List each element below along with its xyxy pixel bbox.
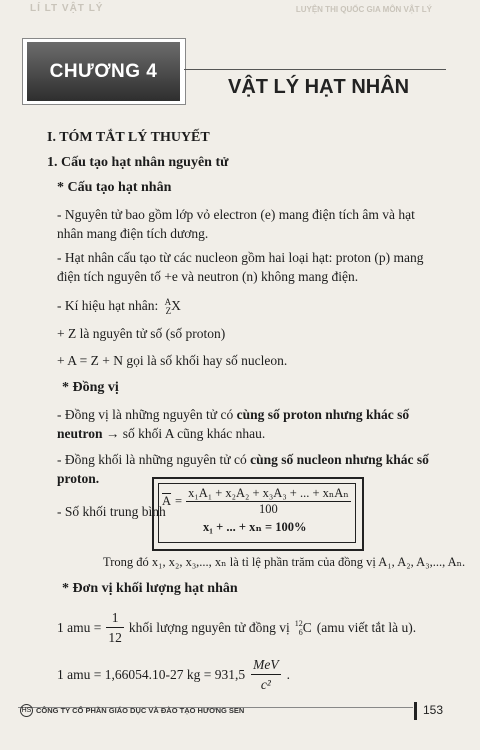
formula-fraction bbox=[186, 485, 351, 517]
chapter-title: VẬT LÝ HẠT NHÂN bbox=[228, 76, 410, 98]
where-line: Trong đó x₁, x₂, x₃,..., xₙ là tỉ lệ phần trăm của đồng vị A₁, A₂, A₃,..., Aₙ. bbox=[103, 555, 466, 569]
amu-unit-denominator: c² bbox=[260, 677, 271, 692]
amu-unit-tail: . bbox=[286, 667, 290, 682]
average-mass-label: - Số khối trung bình bbox=[57, 504, 166, 519]
running-header-left: LÍ LT VẬT LÝ bbox=[30, 3, 104, 14]
structure-para-1: - Nguyên tử bao gồm lớp vỏ electron (e) mang điện tích âm và hạt nhân mang điện tích dương. bbox=[57, 207, 415, 241]
amu-value-line bbox=[57, 655, 290, 694]
amu-lhs: 1 amu = bbox=[57, 620, 102, 635]
amu-numerator: 1 bbox=[106, 608, 124, 628]
amu-unit bbox=[251, 655, 280, 694]
structure-heading: * Cấu tạo hạt nhân bbox=[57, 180, 172, 195]
amu-fraction bbox=[106, 608, 124, 647]
publisher-name: CÔNG TY CỔ PHẦN GIÁO DỤC VÀ ĐÀO TẠO HƯƠNG SEN bbox=[36, 706, 245, 715]
isotopes-heading: * Đồng vị bbox=[62, 380, 119, 395]
isotope-def-bold: cùng số proton nhưng khác số neutron → bbox=[57, 407, 410, 441]
z-definition: + Z là nguyên tử số (số proton) bbox=[57, 326, 226, 341]
carbon-atomic-number: 6 bbox=[298, 627, 303, 637]
amu-denominator: 12 bbox=[108, 630, 122, 645]
isotope-definition bbox=[57, 405, 437, 443]
nuclide-symbol-line bbox=[57, 296, 181, 316]
amu-rhs: khối lượng nguyên tử đồng vị bbox=[128, 620, 290, 635]
chapter-rule bbox=[184, 69, 446, 70]
amu-heading: * Đơn vị khối lượng hạt nhân bbox=[62, 581, 238, 596]
amu-tail: (amu viết tắt là u). bbox=[316, 620, 417, 635]
subsection-heading: 1. Cấu tạo hạt nhân nguyên tử bbox=[47, 155, 229, 170]
atomic-number-index: Z bbox=[165, 305, 172, 316]
structure-para-2: - Hạt nhân cấu tạo từ các nucleon gồm hai loại hạt: proton (p) mang điện tích nguyên tố +e và neutron (n) không mang điện. bbox=[57, 250, 424, 284]
chapter-label: CHƯƠNG 4 bbox=[49, 61, 158, 82]
page-number: 153 bbox=[423, 703, 444, 717]
isotope-def-prefix: - Đồng vị là những nguyên tử có bbox=[57, 407, 237, 422]
average-mass-formula: $\overline{A}$ = $\frac{\text{x₁A₁ + x₂A₂ + x₃A₃ + ... + xₙAₙ}}{100}$ bbox=[162, 486, 349, 516]
formula-denominator: 100 bbox=[259, 502, 278, 516]
formula-sum: x₁ + ... + xₙ = 100% bbox=[203, 520, 307, 534]
carbon-nuclide bbox=[295, 618, 312, 637]
section-heading: I. TÓM TẮT LÝ THUYẾT bbox=[47, 130, 210, 145]
nuclide-symbol: X bbox=[171, 298, 181, 313]
carbon-mass-number: 12 bbox=[294, 618, 303, 628]
nuclide-symbol-label: - Kí hiệu hạt nhân: bbox=[57, 298, 159, 313]
page-number-bar bbox=[414, 702, 417, 720]
carbon-symbol: C bbox=[302, 620, 312, 635]
amu-definition bbox=[57, 608, 416, 647]
isobar-def-prefix: - Đồng khối là những nguyên tử có bbox=[57, 452, 251, 467]
isotope-def-suffix: số khối A cũng khác nhau. bbox=[122, 426, 266, 441]
amu-unit-numerator: MeV bbox=[251, 655, 280, 675]
running-header-right: LUYỆN THI QUỐC GIA MÔN VẬT LÝ bbox=[295, 5, 432, 14]
mass-number-index: A bbox=[164, 296, 172, 307]
a-definition: + A = Z + N gọi là số khối hay số nucleon. bbox=[57, 353, 288, 368]
formula-lhs: $\overline{A}$ bbox=[162, 493, 172, 508]
publisher-logo-icon: HS bbox=[20, 704, 33, 717]
formula-numerator: x₁A₁ + x₂A₂ + x₃A₃ + ... + xₙAₙ bbox=[188, 486, 349, 500]
amu-value: 1 amu = 1,66054.10-27 kg = 931,5 bbox=[57, 667, 246, 682]
isobar-def-bold: cùng số nucleon nhưng khác số proton. bbox=[57, 452, 429, 486]
